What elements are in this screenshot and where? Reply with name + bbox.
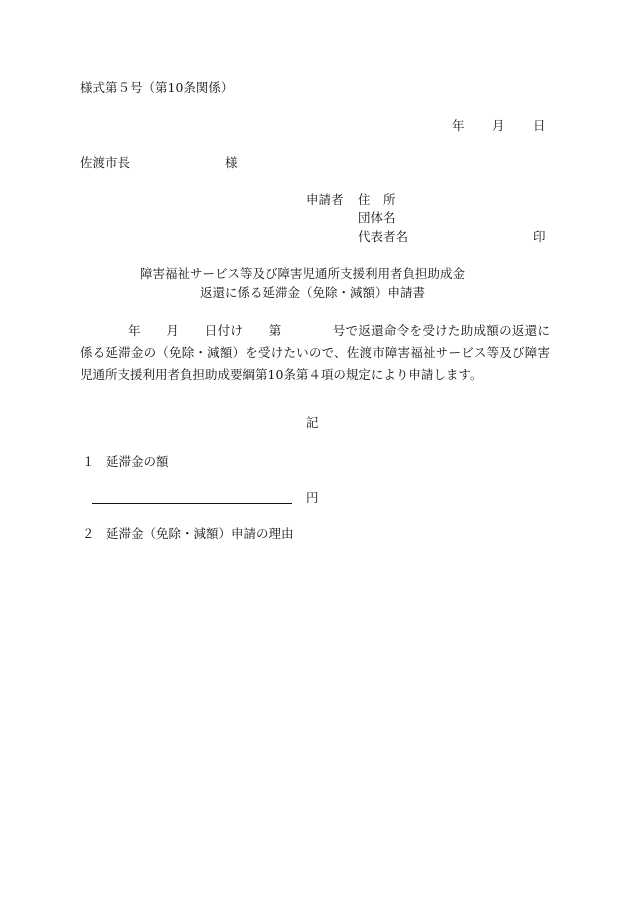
form-label: 様式第５号（第10条関係） xyxy=(80,80,234,95)
seal-mark: 印 xyxy=(533,229,546,244)
item-2-label: 延滞金（免除・減額）申請の理由 xyxy=(106,526,294,541)
ki-heading: 記 xyxy=(306,415,319,430)
representative-label: 代表者名 xyxy=(358,229,409,244)
date-month: 月 xyxy=(492,118,505,133)
amount-unit: 円 xyxy=(306,490,319,505)
document-title-line2: 返還に係る延滞金（免除・減額）申請書 xyxy=(200,285,426,300)
applicant-label: 申請者 xyxy=(306,192,344,207)
address-label: 住 所 xyxy=(358,192,396,207)
addressee-name: 佐渡市長 xyxy=(80,155,131,170)
body-paragraph: 年 月 日付け 第 号で返還命令を受けた助成額の返還に係る延滞金の（免除・減額）を受けたいので、佐渡市障害福祉サービス等及び障害児通所支援利用者負担助成要綱第10条第４項の規定により申請します。 xyxy=(80,323,550,382)
item-1-label: 延滞金の額 xyxy=(106,454,169,469)
item-2-number: ２ xyxy=(82,526,95,541)
date-year: 年 xyxy=(452,118,465,133)
date-day: 日 xyxy=(533,118,546,133)
document-title-line1: 障害福祉サービス等及び障害児通所支援利用者負担助成金 xyxy=(140,266,466,281)
addressee-honorific: 様 xyxy=(225,155,238,170)
item-1-number: １ xyxy=(82,454,95,469)
org-label: 団体名 xyxy=(358,210,396,225)
amount-blank-line xyxy=(92,503,292,504)
